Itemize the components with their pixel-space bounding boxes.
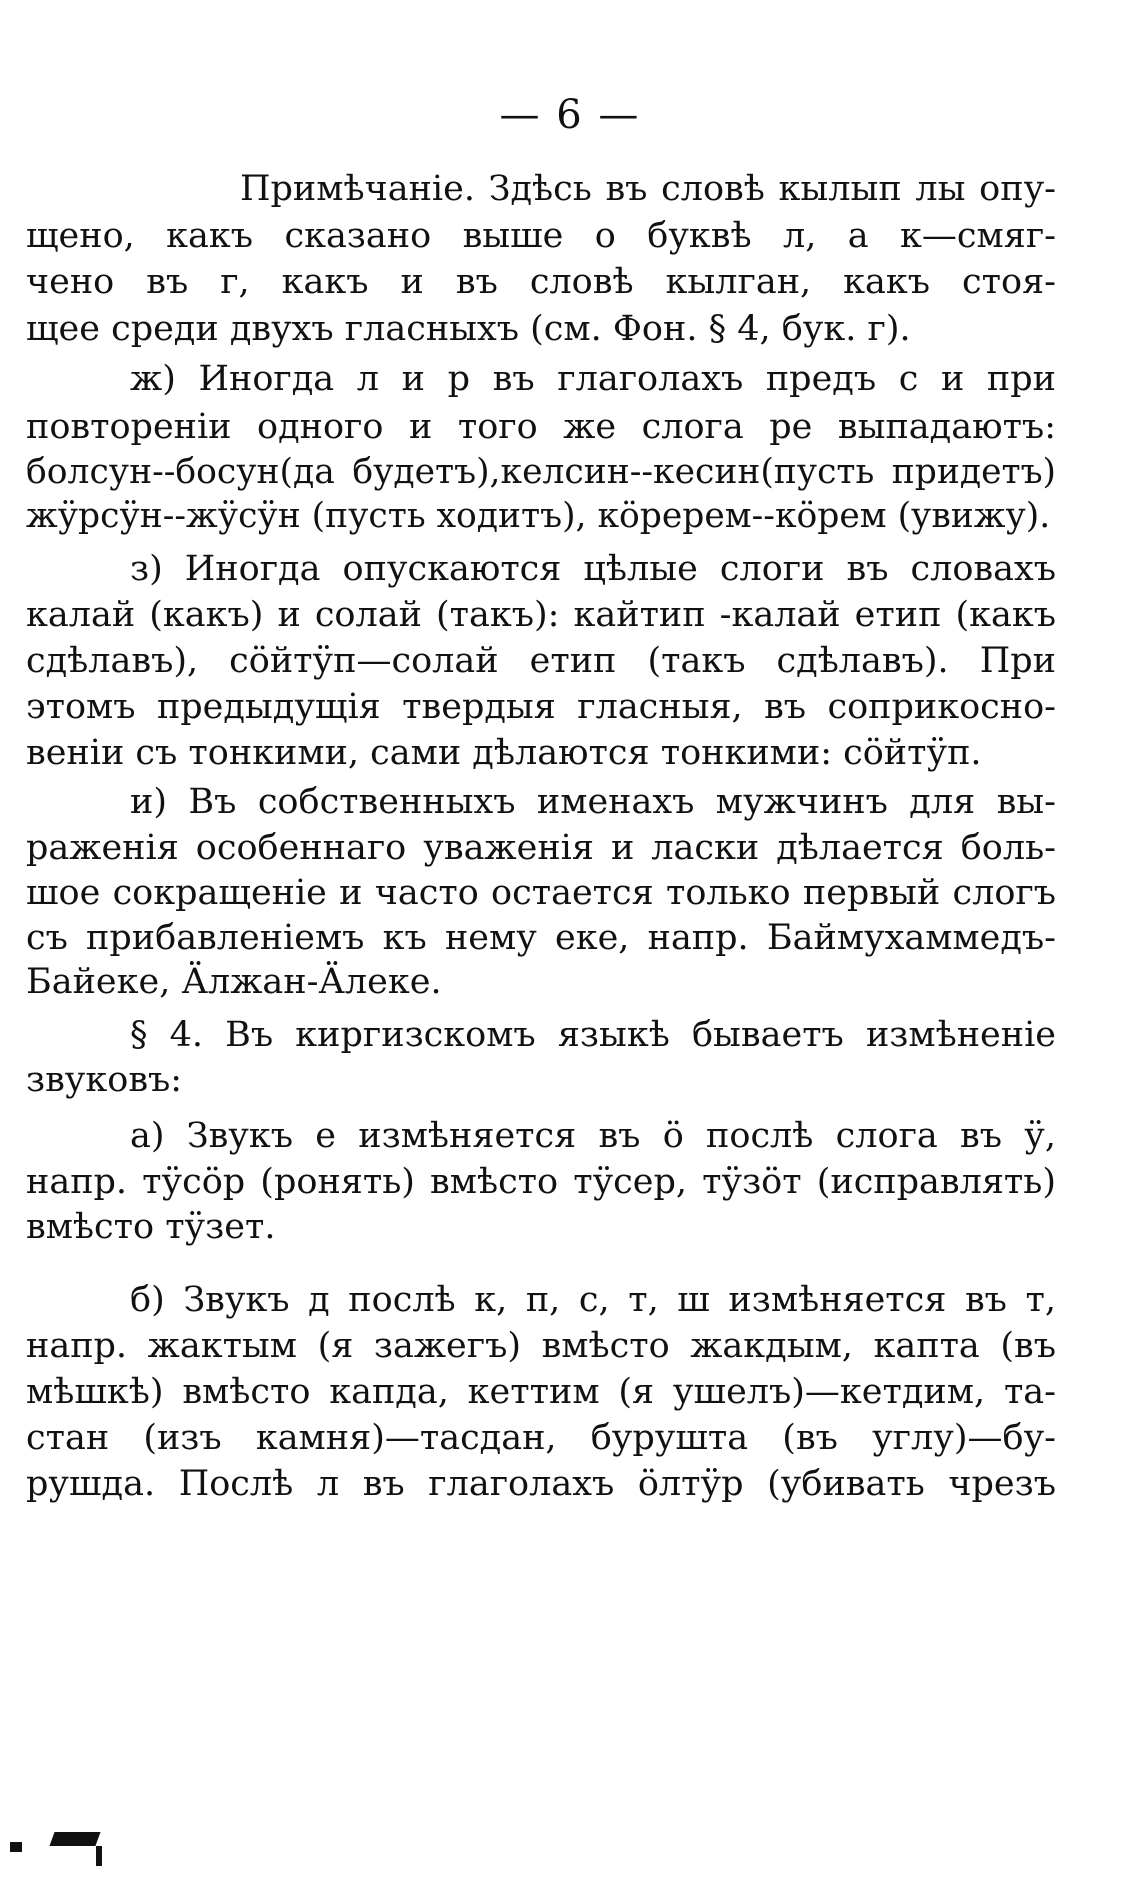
text-line: рушда. Послѣ л въ глаголахъ ӧлтӱр (убивать чрезъ [26,1464,1056,1504]
scan-artifact [96,1846,102,1866]
text-line: сдѣлавъ), сӧйтӱп—солай етип (такъ сдѣлавъ). При [26,641,1056,681]
text-line: а) Звукъ е измѣняется въ ӧ послѣ слога въ ӱ, [130,1116,1056,1156]
text-line: веніи съ тонкими, сами дѣлаются тонкими: сӧйтӱп. [26,733,982,773]
text-line: повтореніи одного и того же слога ре выпадаютъ: [26,407,1056,447]
text-line: ж) Иногда л и р въ глаголахъ предъ с и при [130,359,1056,399]
text-line: болсун--босун(да будетъ),келсин--кесин(пусть придетъ) [26,452,1056,492]
text-line: б) Звукъ д послѣ к, п, с, т, ш измѣняется въ т, [130,1280,1056,1320]
text-line: напр. жактым (я зажегъ) вмѣсто жакдым, капта (въ [26,1326,1056,1366]
text-line: раженія особеннаго уваженія и ласки дѣлается боль- [26,828,1056,868]
page-number: — 6 — [499,92,641,138]
text-line: Примѣчаніе. Здѣсь въ словѣ кылып лы опу- [240,169,1056,209]
text-line: чено въ г, какъ и въ словѣ кылган, какъ стоя- [26,262,1056,302]
text-line: мѣшкѣ) вмѣсто капда, кеттим (я ушелъ)—кетдим, та- [26,1372,1056,1412]
text-line: звуковъ: [26,1060,183,1100]
text-line: этомъ предыдущія твердыя гласныя, въ соприкосно- [26,687,1056,727]
text-line: и) Въ собственныхъ именахъ мужчинъ для вы- [130,782,1056,822]
text-line: щее среди двухъ гласныхъ (см. Фон. § 4, бук. г). [26,309,911,349]
text-line: з) Иногда опускаются цѣлые слоги въ словахъ [130,549,1056,589]
text-line: Байеке, Ӓлжан-Ӓлеке. [26,962,442,1002]
text-line: напр. тӱсӧр (ронять) вмѣсто тӱсер, тӱзӧт (исправлять) [26,1162,1056,1202]
text-line: шое сокращеніе и часто остается только первый слогъ [26,873,1056,913]
scan-artifact [49,1832,100,1846]
text-line: щено, какъ сказано выше о буквѣ л, а к—смяг- [26,216,1056,256]
text-line: калай (какъ) и солай (такъ): кайтип -калай етип (какъ [26,595,1056,635]
text-line: жӱрсӱн--жӱсӱн (пусть ходитъ), кӧререм--кӧрем (увижу). [26,496,1051,536]
section-heading-line: § 4. Въ киргизскомъ языкѣ бываетъ измѣненіе [130,1015,1056,1055]
text-line: стан (изъ камня)—тасдан, бурушта (въ углу)—бу- [26,1418,1056,1458]
text-line: вмѣсто тӱзет. [26,1207,276,1247]
text-line: съ прибавленіемъ къ нему еке, напр. Баймухаммедъ- [26,918,1056,958]
scan-artifact [10,1842,22,1852]
